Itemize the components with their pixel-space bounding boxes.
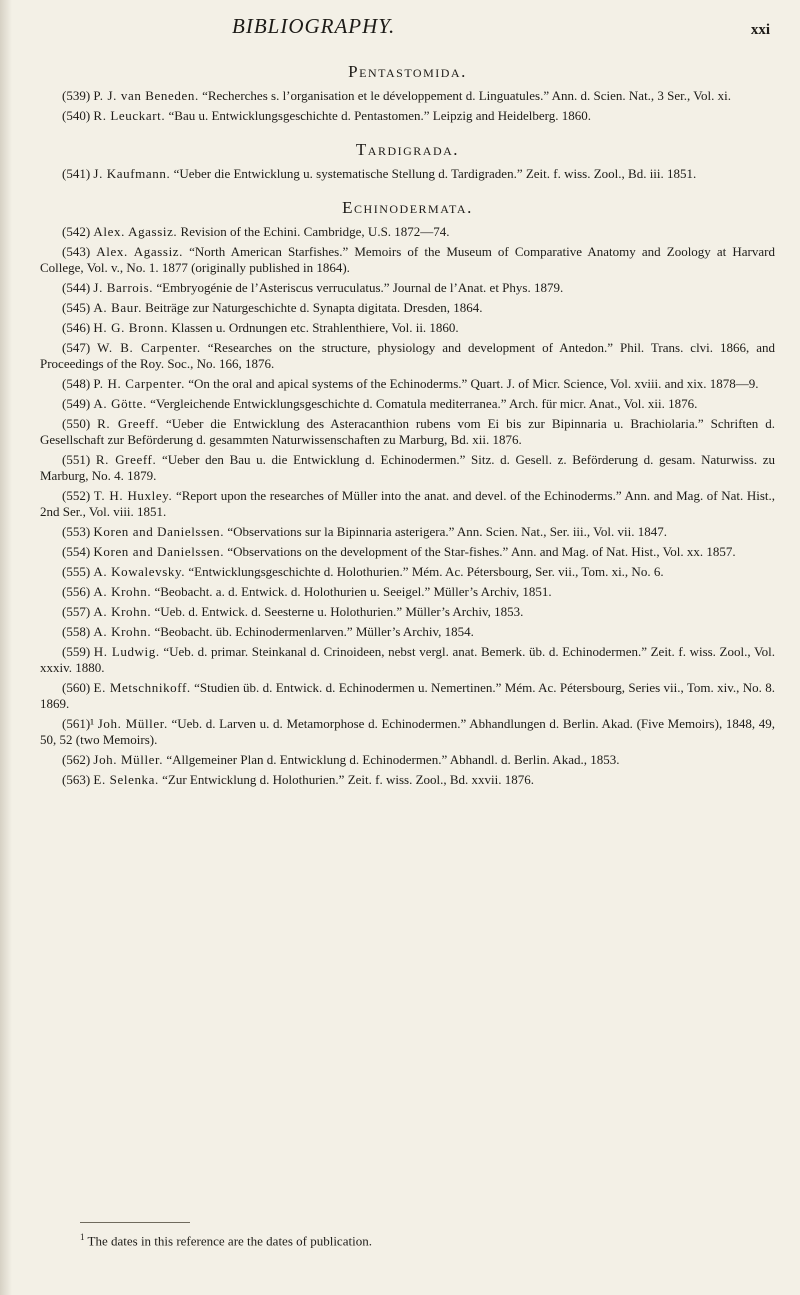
entry-number: (554) [62, 544, 91, 559]
entry-number: (545) [62, 300, 91, 315]
entry-author: R. Greeff. [95, 452, 157, 467]
entry-citation: “Beobacht. üb. Echinodermenlarven.” Müller’s Archiv, 1854. [154, 624, 474, 639]
entry-number: (562) [62, 752, 91, 767]
entry-number: (544) [62, 280, 91, 295]
section-2 [40, 140, 775, 182]
entry-number: (561)¹ [62, 716, 95, 731]
entry-citation: “Studien üb. d. Entwick. d. Echinodermen u. Nemertinen.” Mém. Ac. Pétersbourg, Series vii., Tom. xiv., No. 8. 1869. [40, 680, 776, 711]
entry-number: (560) [62, 680, 91, 695]
entry-citation: “Vergleichende Entwicklungsgeschichte d. Comatula mediterranea.” Arch. für micr. Anat., Vol. xii. 1876. [150, 396, 698, 411]
entry-number: (555) [62, 564, 91, 579]
entry-author: Alex. Agassiz. [93, 224, 178, 239]
entry-author: A. Krohn. [93, 584, 152, 599]
bibliography-entry [40, 772, 775, 788]
entry-author: A. Krohn. [93, 604, 152, 619]
bibliography-entry [40, 680, 775, 712]
entry-citation: “Beobacht. a. d. Entwick. d. Holothurien u. Seeigel.” Müller’s Archiv, 1851. [154, 584, 552, 599]
entry-number: (539) [62, 88, 91, 103]
entry-number: (558) [62, 624, 91, 639]
bibliography-entry [40, 584, 775, 600]
entry-number: (543) [62, 244, 91, 259]
bibliography-entry [40, 488, 775, 520]
entry-citation: “Ueb. d. primar. Steinkanal d. Crinoideen, nebst vergl. anat. Bemerk. üb. d. Echinodermen.” Zeit. f. wiss. Zool., Vol. xxxiv. 1880. [40, 644, 776, 675]
entry-citation: “Ueber die Entwicklung u. systematische Stellung d. Tardigraden.” Zeit. f. wiss. Zool., Bd. iii. 1851. [173, 166, 697, 181]
entry-number: (541) [62, 166, 91, 181]
bibliography-entry [40, 604, 775, 620]
entry-number: (563) [62, 772, 91, 787]
bibliography-entry [40, 452, 775, 484]
footnote [80, 1232, 372, 1249]
bibliography-entry [40, 300, 775, 316]
entry-number: (553) [62, 524, 91, 539]
section-heading: Echinodermata. [342, 198, 473, 217]
entry-citation: “Researches on the structure, physiology and development of Antedon.” Phil. Trans. clvi. 1866, and Proceedings of the Roy. Soc., No. 166, 1876. [40, 340, 776, 371]
page-number: xxi [750, 22, 770, 38]
entry-citation: “Ueber den Bau u. die Entwicklung d. Echinodermen.” Sitz. d. Gesell. z. Beförderung d. gesam. Naturwiss. zu Marburg, No. 4. 1879. [40, 452, 776, 483]
running-head: BIBLIOGRAPHY. [232, 14, 396, 38]
bibliography-entry [40, 376, 775, 392]
entry-author: R. Leuckart. [93, 108, 166, 123]
entry-number: (552) [62, 488, 91, 503]
entry-number: (557) [62, 604, 91, 619]
section-heading: Tardigrada. [355, 140, 460, 159]
bibliography-entry [40, 524, 775, 540]
bibliography-entry [40, 108, 775, 124]
entry-author: E. Metschnikoff. [93, 680, 191, 695]
entry-number: (549) [62, 396, 91, 411]
entry-author: Koren and Danielssen. [93, 544, 225, 559]
entry-number: (550) [62, 416, 91, 431]
entry-citation: “Recherches s. l’organisation et le développement d. Linguatules.” Ann. d. Scien. Nat., 3 Ser., Vol. xi. [202, 88, 731, 103]
entry-author: Joh. Müller. [93, 752, 164, 767]
entry-author: T. H. Huxley. [93, 488, 173, 503]
entry-number: (540) [62, 108, 91, 123]
entry-author: A. Baur. [93, 300, 142, 315]
entry-citation: “Observations on the development of the Star-fishes.” Ann. and Mag. of Nat. Hist., Vol. xx. 1857. [227, 544, 736, 559]
entry-number: (542) [62, 224, 91, 239]
bibliography-entry [40, 224, 775, 240]
page-gutter-shadow [0, 0, 12, 1295]
entry-number: (548) [62, 376, 91, 391]
entry-number: (551) [62, 452, 91, 467]
bibliography-entry [40, 244, 775, 276]
entry-citation: Klassen u. Ordnungen etc. Strahlenthiere, Vol. ii. 1860. [171, 320, 459, 335]
bibliography-entry [40, 280, 775, 296]
entry-author: W. B. Carpenter. [97, 340, 201, 355]
entry-author: J. Kaufmann. [93, 166, 171, 181]
bibliography-entry [40, 716, 775, 748]
entry-author: J. Barrois. [93, 280, 154, 295]
entry-author: A. Kowalevsky. [93, 564, 186, 579]
entry-author: Koren and Danielssen. [93, 524, 225, 539]
entry-citation: “Bau u. Entwicklungsgeschichte d. Pentastomen.” Leipzig and Heidelberg. 1860. [168, 108, 592, 123]
entry-author: E. Selenka. [93, 772, 159, 787]
entry-author: P. J. van Beneden. [93, 88, 199, 103]
entry-citation: “Embryogénie de l’Asteriscus verruculatus.” Journal de l’Anat. et Phys. 1879. [156, 280, 564, 295]
bibliography-entry [40, 320, 775, 336]
entry-number: (559) [62, 644, 91, 659]
entry-citation: “North American Starfishes.” Memoirs of the Museum of Comparative Anatomy and Zoology at Harvard College, Vol. v., No. 1. 1877 (originally published in 1864). [40, 244, 775, 275]
entry-author: A. Götte. [93, 396, 147, 411]
entry-author: H. G. Bronn. [93, 320, 169, 335]
entry-number: (556) [62, 584, 91, 599]
bibliography-entry [40, 340, 775, 372]
entry-citation: Revision of the Echini. Cambridge, U.S. 1872—74. [180, 224, 450, 239]
section-3 [40, 198, 775, 788]
bibliography-entry [40, 564, 775, 580]
entry-author: Joh. Müller. [97, 716, 168, 731]
bibliography-entry [40, 396, 775, 412]
footnote-marker: 1 [80, 1232, 85, 1242]
entry-author: R. Greeff. [97, 416, 159, 431]
entry-author: Alex. Agassiz. [96, 244, 183, 259]
entry-citation: “Ueb. d. Larven u. d. Metamorphose d. Echinodermen.” Abhandlungen d. Berlin. Akad. (Five Memoirs), 1848, 49, 50, 52 (two Memoirs). [40, 716, 775, 747]
bibliography-body [40, 62, 775, 804]
bibliography-entry [40, 624, 775, 640]
entry-citation: “Entwicklungsgeschichte d. Holothurien.” Mém. Ac. Pétersbourg, Ser. vii., Tom. xi., No. 6. [188, 564, 664, 579]
footnote-divider [80, 1222, 190, 1223]
entry-author: P. H. Carpenter. [93, 376, 185, 391]
entry-citation: “Ueber die Entwicklung des Asteracanthion rubens vom Ei bis zur Bipinnaria u. Brachiolaria.” Schriften d. Gesellschaft zur Beförderung d. gesammten Naturwissenschaften zu Marburg, Bd. xii. 1876. [40, 416, 775, 447]
bibliography-entry [40, 88, 775, 104]
bibliography-entry [40, 416, 775, 448]
entry-citation: Beiträge zur Naturgeschichte d. Synapta digitata. Dresden, 1864. [145, 300, 483, 315]
entry-citation: “Zur Entwicklung d. Holothurien.” Zeit. f. wiss. Zool., Bd. xxvii. 1876. [162, 772, 535, 787]
footnote-text: The dates in this reference are the dates of publication. [87, 1233, 372, 1249]
entry-number: (546) [62, 320, 91, 335]
section-heading: Pentastomida. [348, 62, 467, 81]
entry-citation: “Ueb. d. Entwick. d. Seesterne u. Holothurien.” Müller’s Archiv, 1853. [154, 604, 524, 619]
bibliography-entry [40, 166, 775, 182]
entry-citation: “On the oral and apical systems of the Echinoderms.” Quart. J. of Micr. Science, Vol. xviii. and xix. 1878—9. [188, 376, 759, 391]
entry-citation: “Observations sur la Bipinnaria asterigera.” Ann. Scien. Nat., Ser. iii., Vol. vii. 1847. [227, 524, 667, 539]
entry-author: A. Krohn. [93, 624, 152, 639]
bibliography-entry [40, 644, 775, 676]
entry-citation: “Report upon the researches of Müller into the anat. and devel. of the Echinoderms.” Ann. and Mag. of Nat. Hist., 2nd Ser., Vol. viii. 1851. [40, 488, 776, 519]
entry-citation: “Allgemeiner Plan d. Entwicklung d. Echinodermen.” Abhandl. d. Berlin. Akad., 1853. [166, 752, 620, 767]
section-1 [40, 62, 775, 124]
bibliography-entry [40, 752, 775, 768]
entry-author: H. Ludwig. [93, 644, 160, 659]
entry-number: (547) [62, 340, 91, 355]
bibliography-entry [40, 544, 775, 560]
